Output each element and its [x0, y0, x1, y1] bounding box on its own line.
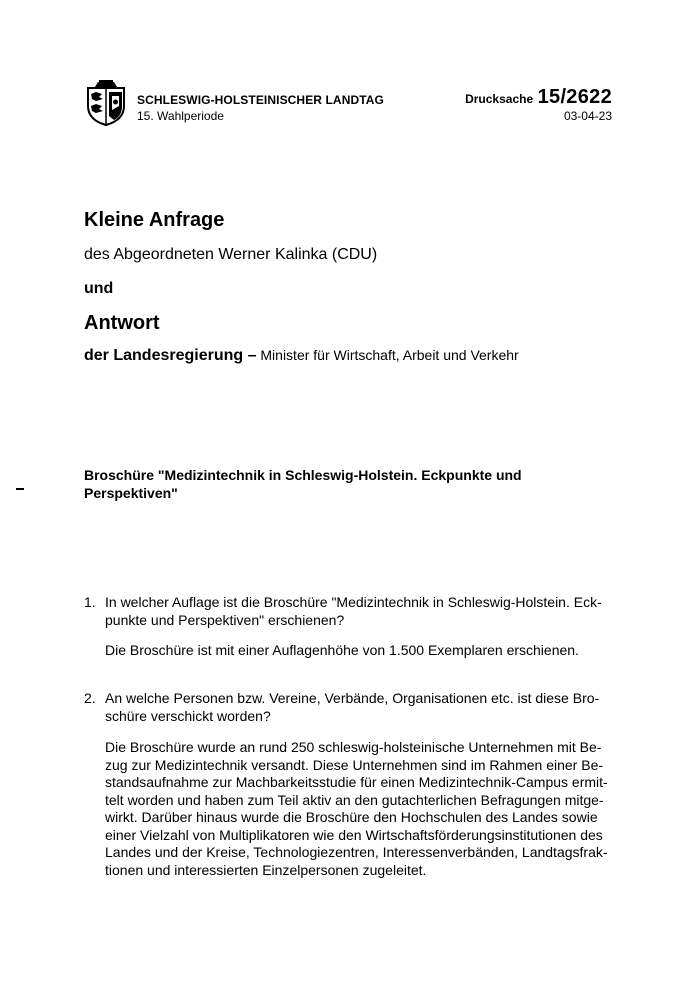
answer-line: Die Broschüre ist mit einer Auflagenhöhe von 1.500 Exemplaren erschienen.	[105, 642, 579, 658]
answer-line: Die Broschüre wurde an rund 250 schleswig-holsteinische Unternehmen mit Be-	[105, 739, 602, 755]
heading-antwort: Antwort	[84, 312, 160, 334]
respondent-line	[84, 347, 519, 365]
heading-kleine-anfrage: Kleine Anfrage	[84, 209, 225, 231]
answer-text	[105, 642, 617, 660]
question-number: 2.	[84, 690, 96, 706]
question-item	[84, 594, 614, 630]
question-line: An welche Personen bzw. Vereine, Verbände, Organisationen etc. ist diese Bro-	[105, 690, 600, 706]
respondent-ministry: Minister für Wirtschaft, Arbeit und Verkehr	[256, 347, 519, 363]
margin-dash	[16, 488, 24, 490]
answer-line: zug zur Medizintechnik versandt. Diese Unternehmen sind im Rahmen einer Be-	[105, 756, 604, 773]
answer-line: einer Vielzahl von Multiplikatoren wie den Wirtschaftsförderungsinstitutionen des	[105, 826, 603, 843]
question-item	[84, 690, 614, 726]
question-line: In welcher Auflage ist die Broschüre "Medizintechnik in Schleswig-Holstein. Eck-	[105, 594, 602, 610]
drucksache-label: Drucksache	[465, 92, 534, 106]
parliament-name: SCHLESWIG-HOLSTEINISCHER LANDTAG	[137, 93, 384, 107]
drucksache-number: 15/2622	[537, 86, 612, 108]
respondent-bold: der Landesregierung –	[84, 347, 257, 364]
question-number: 1.	[84, 594, 96, 610]
coat-of-arms-icon	[84, 80, 128, 126]
question-line: schüre verschickt worden?	[105, 707, 271, 724]
question-text	[105, 690, 610, 725]
question-line: punkte und Perspektiven" erschienen?	[105, 611, 345, 628]
answer-line: Landes und der Kreise, Technologiezentren, Interessenverbänden, Landtagsfrak-	[105, 844, 608, 860]
drucksache-reference	[465, 86, 612, 109]
legislative-period: 15. Wahlperiode	[137, 109, 224, 123]
answer-line: telt worden und haben zum Teil aktiv an den gutachterlichen Befragungen mitge-	[105, 791, 604, 808]
subject-line: Broschüre "Medizintechnik in Schleswig-Holstein. Eckpunkte und Perspektiven"	[84, 467, 522, 501]
document-date: 03-04-23	[563, 109, 612, 123]
question-text	[105, 594, 610, 629]
answer-text	[105, 739, 617, 879]
inquirer-line: des Abgeordneten Werner Kalinka (CDU)	[84, 246, 378, 263]
answer-line: wirkt. Darüber hinaus wurde die Broschüre den Hochschulen des Landes sowie	[105, 809, 598, 825]
answer-line: tionen und interessierten Einzelpersonen zugeleitet.	[105, 861, 427, 878]
answer-line: standsaufnahme zur Machbarkeitsstudie für einen Medizintechnik-Campus ermit-	[105, 774, 608, 790]
conjunction-und: und	[84, 280, 114, 297]
